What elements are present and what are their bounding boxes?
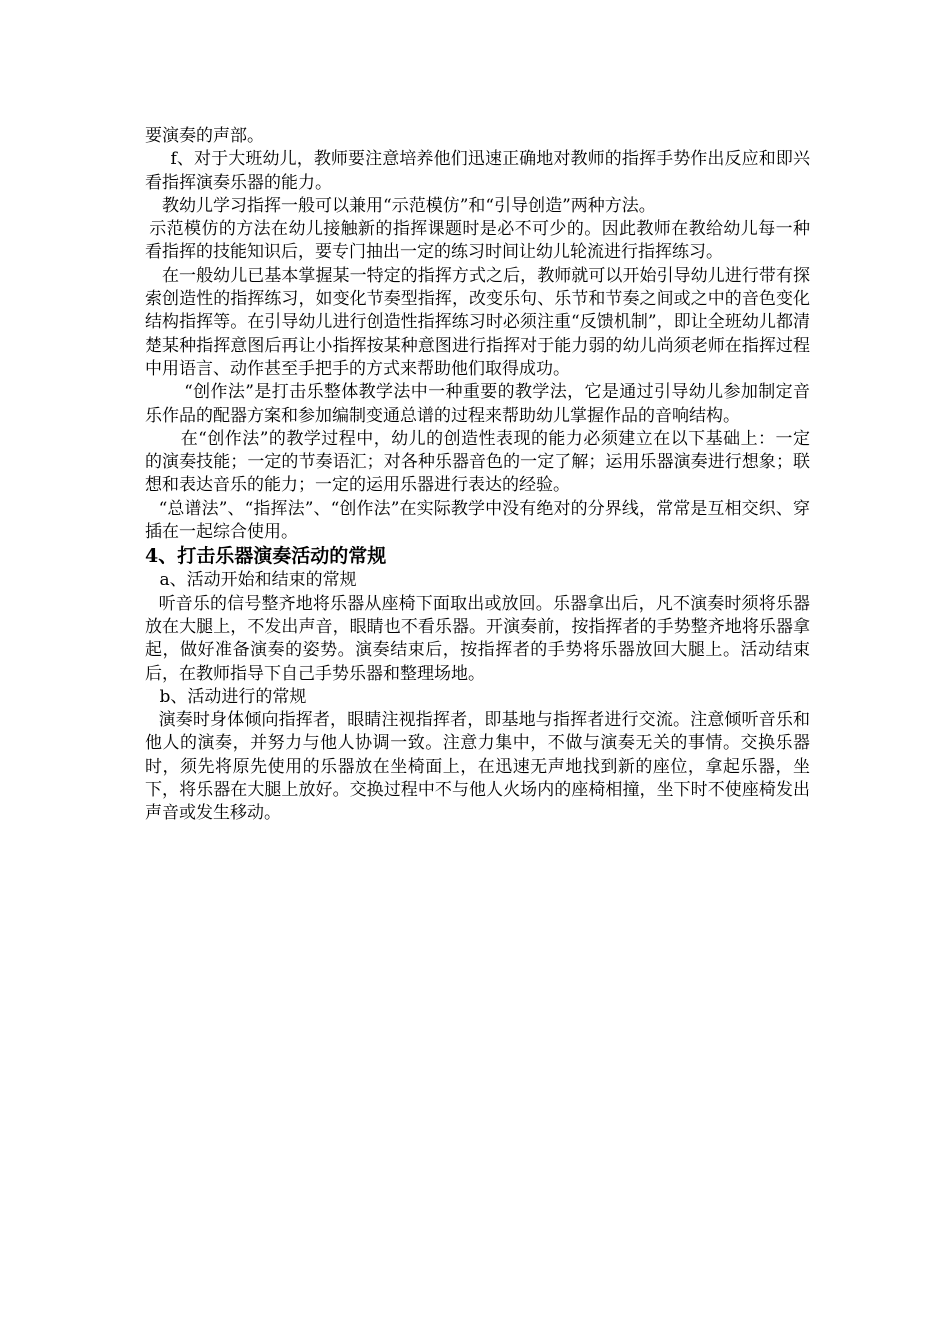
subsection-b-body: 演奏时身体倾向指挥者，眼睛注视指挥者，即基地与指挥者进行交流。注意倾听音乐和他人的演奏，并努力与他人协调一致。注意力集中，不做与演奏无关的事情。交换乐器时，须先将原先使用的乐器放在坐椅面上，在迅速无声地找到新的座位，拿起乐器，坐下，将乐器在大腿上放好。交换过程中不与他人火场内的座椅相撞，坐下时不使座椅发出声音或发生移动。 <box>145 710 810 824</box>
subsection-a-body: 听音乐的信号整齐地将乐器从座椅下面取出或放回。乐器拿出后，凡不演奏时须将乐器放在大腿上，不发出声音，眼睛也不看乐器。开演奏前，按指挥者的手势整齐地将乐器拿起，做好准备演奏的姿势。演奏结束后，按指挥者的手势将乐器放回大腿上。活动结束后，在教师指导下自己手势乐器和整理场地。 <box>145 593 810 684</box>
paragraph-demonstration-method: 示范模仿的方法在幼儿接触新的指挥课题时是必不可少的。因此教师在教给幼儿每一种看指挥的技能知识后，要专门抽出一定的练习时间让幼儿轮流进行指挥练习。 <box>145 219 810 263</box>
paragraph-creation-foundation: 在“创作法”的教学过程中，幼儿的创造性表现的能力必须建立在以下基础上：一定的演奏技能；一定的节奏语汇；对各种乐器音色的一定了解；运用乐器演奏进行想象；联想和表达音乐的能力；一定的运用乐器进行表达的经验。 <box>145 428 810 496</box>
paragraph-guided-creation: 在一般幼儿已基本掌握某一特定的指挥方式之后，教师就可以开始引导幼儿进行带有探索创造性的指挥练习，如变化节奏型指挥，改变乐句、乐节和节奏之间或之中的音色变化结构指挥等。在引导幼儿进行创造性指挥练习时必须注重“反馈机制”，即让全班幼儿都清楚某种指挥意图后再让小指挥按某种意图进行指挥对于能力弱的幼儿尚须老师在指挥过程中用语言、动作甚至手把手的方式来帮助他们取得成功。 <box>145 265 810 379</box>
paragraph-methods-combined: “总谱法”、“指挥法”、“创作法”在实际教学中没有绝对的分界线，常常是互相交织、穿插在一起综合使用。 <box>145 498 810 543</box>
paragraph-continuation: 要演奏的声部。 <box>145 126 264 146</box>
subsection-b-title: b、活动进行的常规 <box>159 686 307 707</box>
subsection-a-title: a、活动开始和结束的常规 <box>159 570 357 591</box>
paragraph-item-f: f、对于大班幼儿，教师要注意培养他们迅速正确地对教师的指挥手势作出反应和即兴看指挥演奏乐器的能力。 <box>145 149 810 193</box>
section-heading: 4、打击乐器演奏活动的常规 <box>145 545 387 568</box>
paragraph-conducting-methods: 教幼儿学习指挥一般可以兼用“示范模仿”和“引导创造”两种方法。 <box>162 195 656 216</box>
document-body <box>145 125 810 826</box>
paragraph-creation-method: “创作法”是打击乐整体教学法中一种重要的教学法，它是通过引导幼儿参加制定音乐作品的配器方案和参加编制变通总谱的过程来帮助幼儿掌握作品的音响结构。 <box>145 382 810 426</box>
